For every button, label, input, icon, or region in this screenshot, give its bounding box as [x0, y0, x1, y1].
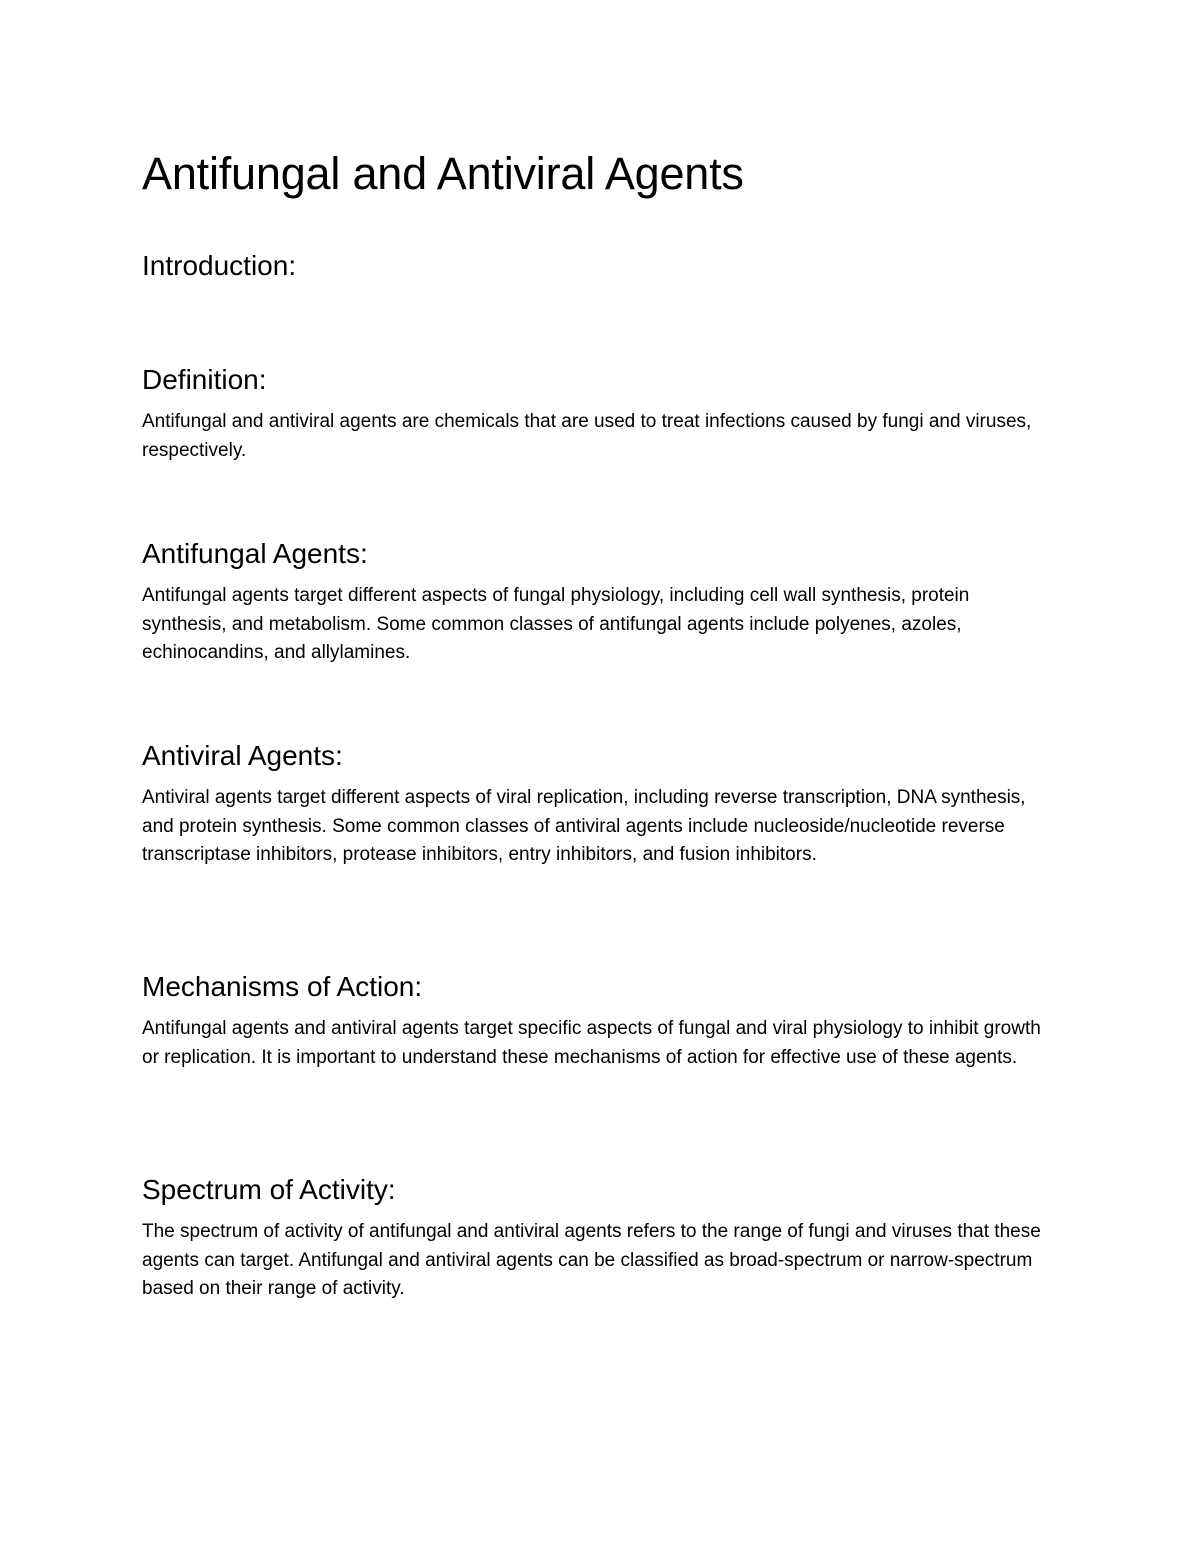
- section-definition: [142, 360, 1057, 465]
- section-antifungal-agents: [142, 534, 1057, 668]
- section-antiviral-agents: [142, 736, 1057, 870]
- section-body-antifungal-agents: Antifungal agents target different aspects of fungal physiology, including cell wall synthesis, protein synthesis, and metabolism. Some common classes of antifungal agents include polyenes, azoles, echinocandins, and allylamines.: [142, 585, 970, 664]
- document-content: [142, 140, 1062, 1300]
- section-body-definition: Antifungal and antiviral agents are chemicals that are used to treat infections caused by fungi and viruses, respectively.: [142, 411, 1032, 461]
- document-title: Antifungal and Antiviral Agents: [142, 148, 744, 199]
- section-heading-antiviral-agents: Antiviral Agents:: [142, 740, 343, 771]
- section-mechanisms-of-action: [142, 967, 1057, 1072]
- section-heading-antifungal-agents: Antifungal Agents:: [142, 538, 368, 569]
- section-heading-spectrum-of-activity: Spectrum of Activity:: [142, 1174, 396, 1205]
- introduction-heading: Introduction:: [142, 250, 297, 281]
- section-heading-mechanisms-of-action: Mechanisms of Action:: [142, 971, 423, 1002]
- section-body-spectrum-of-activity: The spectrum of activity of antifungal and antiviral agents refers to the range of fungi and viruses that these agents can target. Antifungal and antiviral agents can be classified as broad-spectrum or narrow-spectrum based on their range of activity.: [142, 1221, 1041, 1300]
- section-body-mechanisms-of-action: Antifungal agents and antiviral agents target specific aspects of fungal and viral physiology to inhibit growth or replication. It is important to understand these mechanisms of action for effective use of these agents.: [142, 1018, 1041, 1068]
- section-body-antiviral-agents: Antiviral agents target different aspects of viral replication, including reverse transcription, DNA synthesis, and protein synthesis. Some common classes of antiviral agents include nucleoside/nucleotide reverse transcriptase inhibitors, protease inhibitors, entry inhibitors, and fusion inhibitors.: [142, 787, 1026, 866]
- section-heading-definition: Definition:: [142, 364, 267, 395]
- section-spectrum-of-activity: [142, 1170, 1057, 1304]
